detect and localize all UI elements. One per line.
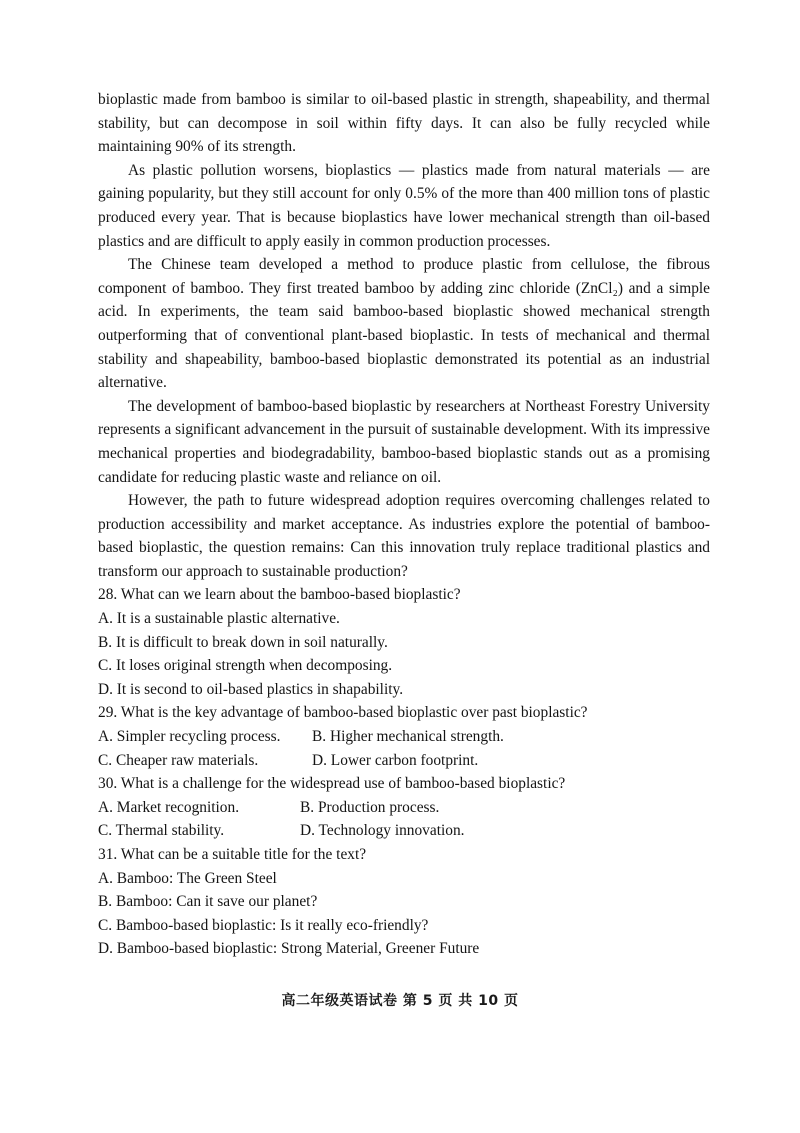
answer-option-b: B. Higher mechanical strength. — [312, 728, 504, 746]
passage-paragraph-3: The Chinese team developed a method to produce plastic from cellulose, the fibrous component of bamboo. They first treated bamboo by adding zinc chloride (ZnCl₂) and a simple acid. In experiments, the team said bamboo-based bioplastic showed mechanical strength outperforming that of conventional plant-based bioplastic. In tests of mechanical and thermal stability and shapeability, bamboo-based bioplastic demonstrated its potential as an industrial alternative. — [98, 256, 710, 392]
answer-option-b: B. It is difficult to break down in soil naturally. — [98, 633, 388, 651]
option-row — [98, 819, 710, 843]
answer-option-d: D. Bamboo-based bioplastic: Strong Material, Greener Future — [98, 940, 480, 958]
question-29 — [98, 701, 710, 772]
answer-option-c: C. Thermal stability. — [98, 822, 225, 840]
option-row — [98, 749, 710, 773]
answer-option-d: D. Technology innovation. — [300, 822, 465, 840]
answer-option-b: B. Production process. — [300, 798, 440, 816]
question-stem: 28. What can we learn about the bamboo-based bioplastic? — [98, 586, 461, 604]
question-stem: 29. What is the key advantage of bamboo-based bioplastic over past bioplastic? — [98, 704, 588, 722]
answer-option-c: C. Bamboo-based bioplastic: Is it really eco-friendly? — [98, 916, 429, 934]
passage-paragraph-5: However, the path to future widespread adoption requires overcoming challenges related to production accessibility and market acceptance. As industries explore the potential of bamboo-based bioplastic, the question remains: Can this innovation truly replace traditional plastics and transform our approach to sustainable production? — [98, 492, 710, 580]
question-stem: 30. What is a challenge for the widespread use of bamboo-based bioplastic? — [98, 775, 566, 793]
passage-paragraph-4: The development of bamboo-based bioplastic by researchers at Northeast Forestry University represents a significant advancement in the pursuit of sustainable development. With its impressive mechanical properties and biodegradability, bamboo-based bioplastic stands out as a promising candidate for reducing plastic waste and reliance on oil. — [98, 397, 710, 486]
reading-passage — [98, 88, 710, 961]
answer-option-a: A. Market recognition. — [98, 798, 240, 816]
page-footer: 高二年级英语试卷 第 5 页 共 10 页 — [281, 993, 519, 1009]
answer-option-d: D. It is second to oil-based plastics in shapability. — [98, 680, 404, 698]
answer-option-d: D. Lower carbon footprint. — [312, 751, 479, 769]
question-stem: 31. What can be a suitable title for the text? — [98, 846, 367, 863]
question-30 — [98, 772, 710, 843]
answer-option-a: A. Bamboo: The Green Steel — [98, 869, 277, 887]
passage-paragraph-2: As plastic pollution worsens, bioplastics — plastics made from natural materials — are gaining popularity, but they still account for only 0.5% of the more than 400 million tons of plastic produced every year. That is because bioplastics have lower mechanical strength than oil-based plastics and are difficult to apply easily in common production processes. — [98, 161, 710, 250]
passage-paragraph-1: bioplastic made from bamboo is similar to oil-based plastic in strength, shapeability, and thermal stability, but can decompose in soil within fifty days. It can also be fully recycled while maintaining 90% of its strength. — [98, 91, 710, 156]
answer-option-c: C. Cheaper raw materials. — [98, 751, 259, 769]
question-list — [98, 583, 710, 961]
option-row — [98, 725, 710, 749]
answer-option-a: A. It is a sustainable plastic alternative. — [98, 610, 340, 628]
question-28 — [98, 583, 710, 701]
question-31 — [98, 843, 710, 961]
option-row — [98, 796, 710, 820]
answer-option-c: C. It loses original strength when decomposing. — [98, 657, 393, 675]
answer-option-a: A. Simpler recycling process. — [98, 728, 281, 746]
answer-option-b: B. Bamboo: Can it save our planet? — [98, 893, 318, 911]
